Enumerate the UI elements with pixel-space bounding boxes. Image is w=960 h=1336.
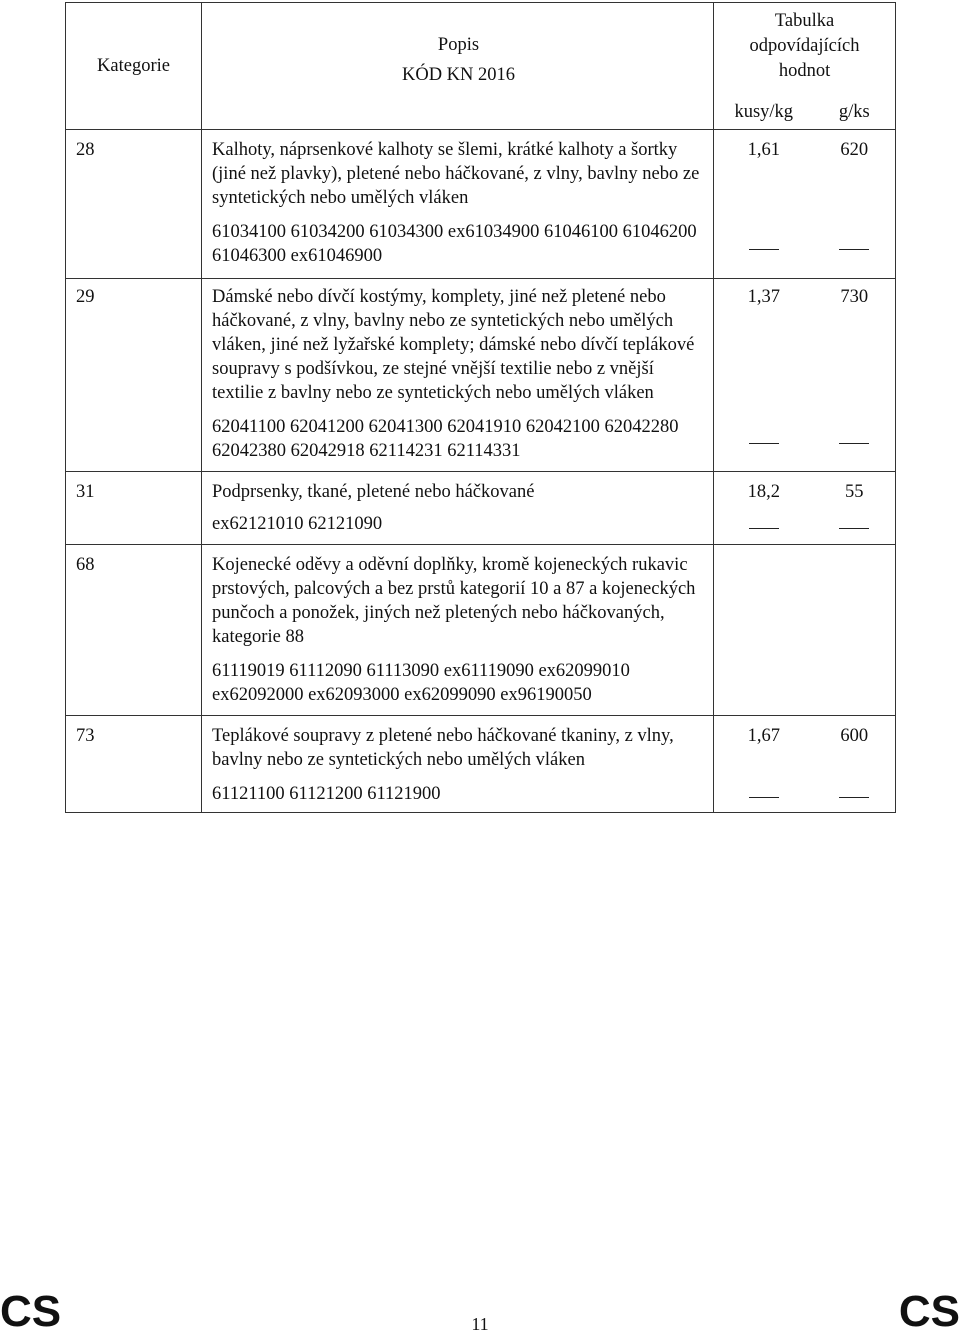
dash-mark <box>839 797 869 798</box>
header-unit-gks: g/ks <box>814 95 896 130</box>
table-row <box>66 545 896 660</box>
row-g-dash <box>814 220 896 279</box>
row-description: Kalhoty, náprsenkové kalhoty se šlemi, krátké kalhoty a šortky (jiné než plavky), pletené nebo háčkované, z vlny, bavlny nebo ze syntetických nebo umělých vláken <box>212 140 700 208</box>
row-g-dash <box>814 782 896 813</box>
dash-mark <box>749 797 779 798</box>
row-g-ks: 600 <box>814 716 896 783</box>
header-popis-line1: Popis <box>437 35 480 55</box>
header-kategorie: Kategorie <box>66 3 202 130</box>
row-kusy-kg: 1,61 <box>714 130 814 221</box>
language-mark-right: CS <box>898 1287 960 1336</box>
dash-mark <box>749 249 779 250</box>
category-table <box>65 2 896 813</box>
row-g-dash <box>814 512 896 545</box>
row-category: 73 <box>66 716 202 813</box>
table-header-row <box>66 3 896 96</box>
row-codes: 61034100 61034200 61034300 ex61034900 61046100 61046200 61046300 ex61046900 <box>202 220 714 279</box>
header-popis-line2: KÓD KN 2016 <box>401 65 516 85</box>
row-category: 29 <box>66 279 202 472</box>
row-codes: 62041100 62041200 62041300 62041910 62042100 62042280 62042380 62042918 62114231 62114331 <box>202 415 714 472</box>
row-g-ks: 620 <box>814 130 896 221</box>
table-row <box>66 130 896 221</box>
header-tabulka-line2: odpovídajících <box>749 36 860 56</box>
row-kusy-kg: 18,2 <box>714 472 814 513</box>
dash-mark <box>749 443 779 444</box>
dash-mark <box>749 528 779 529</box>
row-category: 28 <box>66 130 202 279</box>
row-kusy-dash <box>714 782 814 813</box>
table-row <box>66 472 896 513</box>
dash-mark <box>839 249 869 250</box>
row-description: Teplákové soupravy z pletené nebo háčkované tkaniny, z vlny, bavlny nebo ze syntetických nebo umělých vláken <box>212 726 674 770</box>
header-unit-kusy: kusy/kg <box>714 95 814 130</box>
row-description: Kojenecké oděvy a oděvní doplňky, kromě kojeneckých rukavic prstových, palcových a bez prstů kategorií 10 a 87 a kojeneckých punčoch a ponožek, jiných než pletených nebo háčkovaných, kategorie 88 <box>212 555 696 647</box>
dash-mark <box>839 443 869 444</box>
row-kusy-kg <box>714 545 814 716</box>
row-codes: 61121100 61121200 61121900 <box>202 782 714 813</box>
dash-mark <box>839 528 869 529</box>
row-kusy-dash <box>714 220 814 279</box>
row-kusy-dash <box>714 512 814 545</box>
page-number: 11 <box>471 1314 489 1334</box>
row-g-ks: 55 <box>814 472 896 513</box>
header-tabulka-line1: Tabulka <box>774 11 835 31</box>
header-popis <box>202 3 714 130</box>
table-row <box>66 716 896 783</box>
table-row <box>66 279 896 416</box>
row-kusy-dash <box>714 415 814 472</box>
row-g-dash <box>814 415 896 472</box>
row-g-ks: 730 <box>814 279 896 416</box>
row-kusy-kg: 1,67 <box>714 716 814 783</box>
language-mark-left: CS <box>0 1287 62 1336</box>
header-tabulka-line3: hodnot <box>778 61 831 81</box>
row-g-ks <box>814 545 896 716</box>
row-description: Dámské nebo dívčí kostýmy, komplety, jiné než pletené nebo háčkované, z vlny, bavlny nebo ze syntetických nebo umělých vláken, jiné než lyžařské komplety; dámské nebo dívčí teplákové soupravy s podšívkou, ze stejné vnější textilie nebo z vnější textilie z bavlny nebo ze syntetických nebo umělých vláken <box>212 287 695 403</box>
row-category: 68 <box>66 545 202 716</box>
row-codes: ex62121010 62121090 <box>202 512 714 545</box>
row-kusy-kg: 1,37 <box>714 279 814 416</box>
row-category: 31 <box>66 472 202 545</box>
row-description: Podprsenky, tkané, pletené nebo háčkované <box>212 482 535 502</box>
header-tabulka <box>714 3 896 96</box>
row-codes: 61119019 61112090 61113090 ex61119090 ex62099010 ex62092000 ex62093000 ex62099090 ex96190050 <box>202 659 714 716</box>
